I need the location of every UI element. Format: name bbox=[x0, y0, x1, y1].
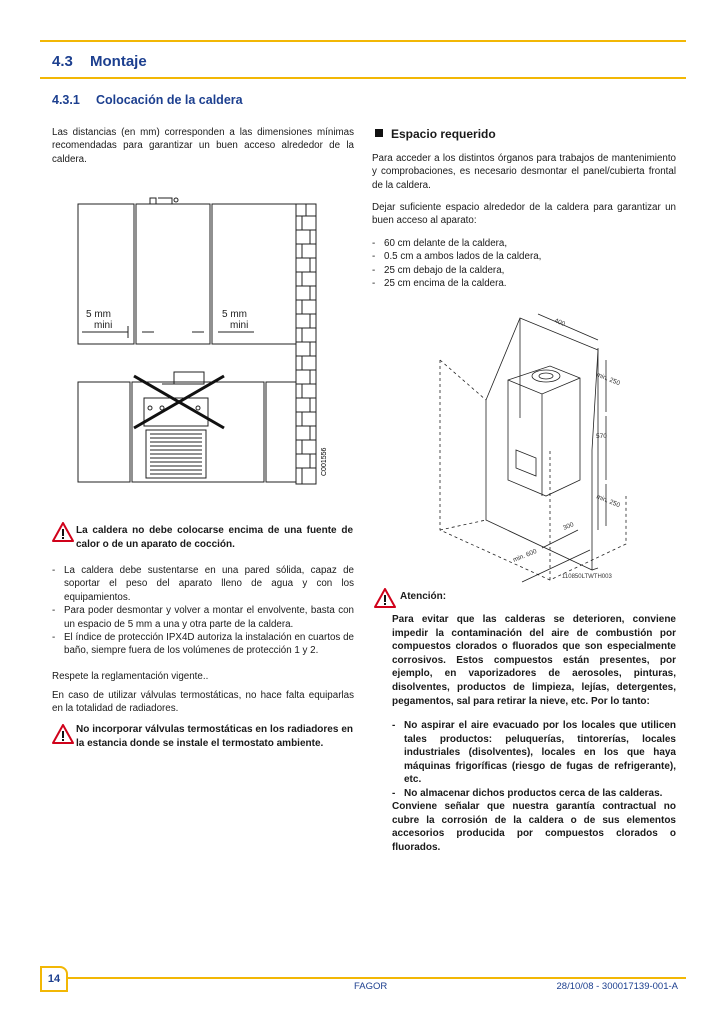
list-item: - Para poder desmontar y volver a montar el envolvente, basta con un espacio de 5 mm a una y otra parte de la caldera. bbox=[52, 604, 354, 631]
dim-min600: min. 600 bbox=[512, 548, 538, 564]
section-title bbox=[52, 53, 147, 70]
subsection-title bbox=[52, 93, 243, 107]
dim-570: 570 bbox=[596, 433, 607, 440]
figure1-code: C001556 bbox=[321, 447, 328, 476]
dim-min250-bottom: min. 250 bbox=[595, 493, 621, 510]
list-item: - 60 cm delante de la caldera, bbox=[372, 237, 676, 250]
list-item: - El índice de protección IPX4D autoriza la instalación en cuartos de baño, siempre fuera de los volúmenes de protección 1 y 2. bbox=[52, 631, 354, 658]
left-bullets bbox=[52, 564, 354, 658]
warning-no-heat-source: La caldera no debe colocarse encima de una fuente de calor o de un aparato de cocción. bbox=[76, 525, 353, 550]
footer-brand: FAGOR bbox=[354, 981, 388, 992]
maintenance-text: Para acceder a los distintos órganos para trabajos de mantenimiento y comprobaciones, es necesario desmontar el panel/cubierta frontal de la caldera. bbox=[372, 153, 676, 191]
list-item: - 25 cm encima de la caldera. bbox=[372, 277, 676, 290]
warning-icon bbox=[52, 522, 74, 542]
list-item: - No almacenar dichos productos cerca de las calderas. bbox=[392, 787, 676, 801]
attention-title: Atención: bbox=[400, 591, 447, 602]
list-item: - 25 cm debajo de la caldera, bbox=[372, 264, 676, 277]
gap-right-label: 5 mm bbox=[222, 309, 247, 320]
space-bullets bbox=[372, 237, 676, 291]
dim-min250-top: min. 250 bbox=[595, 371, 621, 388]
figure2-code: 110850LTWTH003 bbox=[562, 574, 612, 580]
list-item: - No aspirar el aire evacuado por los locales que utilicen tales productos: peluquerías, tintorerías, locales industriales (disolventes), locales en los que haya máquinas frigoríficas (riesgo de fugas de refrigerante), etc. bbox=[392, 719, 676, 787]
gap-right-label-mini: mini bbox=[230, 320, 249, 331]
attention-text: Para evitar que las calderas se deterioren, conviene impedir la contaminación del aire de combustión por compuestos clorados o fluorados que son especialmente corrosivos. Estos compuestos están presentes, por ejemplo, en vaporizadores de aerosoles, pinturas, disolventes, productos de limpieza, lejías, detergentes, pegamentos, sal para retirar la nieve, etc. Por lo tanto: bbox=[392, 614, 676, 707]
subsection-title-text: Colocación de la caldera bbox=[96, 93, 243, 107]
intro-text: Las distancias (en mm) corresponden a las dimensiones mínimas recomendadas para garantizar un buen acceso alrededor de la caldera. bbox=[52, 127, 354, 165]
warranty-text: Conviene señalar que nuestra garantía contractual no cubre la corrosión de la caldera o de sus elementos accesorios producida por compuestos clorados o fluorados. bbox=[392, 801, 676, 853]
list-item: - La caldera debe sustentarse en una pared sólida, capaz de soportar el peso del aparato lleno de agua y con los equipamientos. bbox=[52, 564, 354, 604]
attention-bullets bbox=[392, 719, 676, 801]
section-title-text: Montaje bbox=[90, 53, 147, 70]
gap-left-label-mini: mini bbox=[94, 320, 113, 331]
figure-boiler-kitchen bbox=[76, 186, 332, 486]
warning-icon bbox=[52, 724, 74, 744]
square-bullet-icon bbox=[375, 129, 383, 137]
footer-doc-ref: 28/10/08 - 300017139-001-A bbox=[556, 981, 678, 992]
list-item: - 0.5 cm a ambos lados de la caldera, bbox=[372, 250, 676, 263]
figure-clearance-box bbox=[430, 300, 690, 586]
gap-left-label: 5 mm bbox=[86, 309, 111, 320]
space-required-heading bbox=[375, 127, 496, 141]
dim-300: 300 bbox=[562, 521, 575, 532]
page-number: 14 bbox=[40, 966, 68, 992]
footer-rule bbox=[66, 977, 686, 979]
section-number: 4.3 bbox=[52, 53, 73, 70]
warning-icon bbox=[374, 588, 396, 608]
subsection-number: 4.3.1 bbox=[52, 93, 80, 107]
regulation-text: Respete la reglamentación vigente.. bbox=[52, 671, 209, 682]
section-rule bbox=[40, 77, 686, 79]
space-text: Dejar suficiente espacio alrededor de la caldera para garantizar un buen acceso al aparato: bbox=[372, 202, 676, 227]
top-rule bbox=[40, 40, 686, 42]
dim-400: 400 bbox=[553, 317, 566, 328]
space-required-label: Espacio requerido bbox=[391, 127, 496, 141]
warning-thermostatic-valves: No incorporar válvulas termostáticas en los radiadores en la estancia donde se instale el termostato ambiente. bbox=[76, 724, 353, 749]
thermostatic-valves-text: En caso de utilizar válvulas termostáticas, no hace falta equiparlas en la totalidad de radiadores. bbox=[52, 690, 354, 715]
